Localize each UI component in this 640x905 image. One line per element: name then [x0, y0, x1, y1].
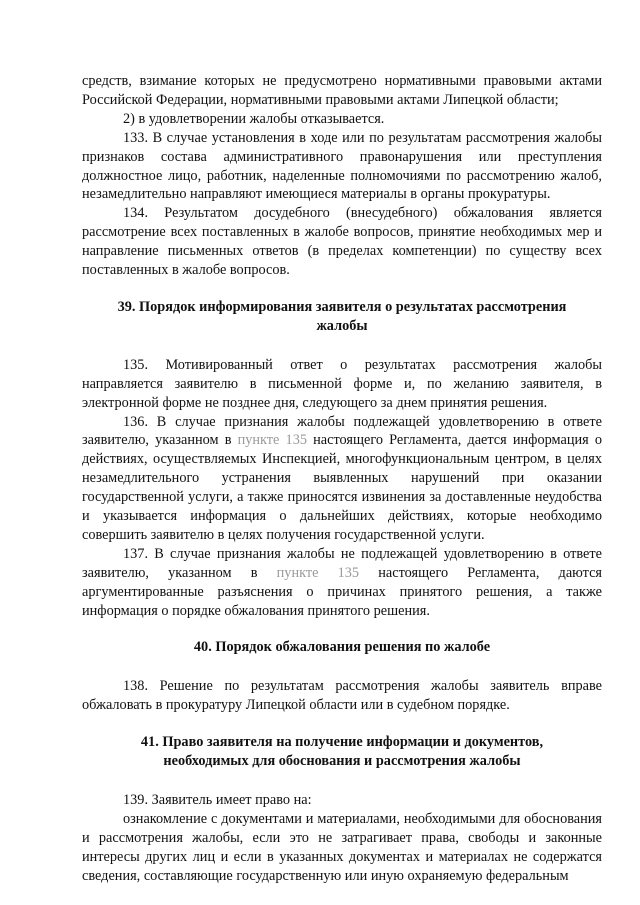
heading-41-line2: необходимых для обоснования и рассмотрения жалобы — [163, 753, 521, 770]
paragraph-136-reference: пункте 135 — [237, 432, 307, 449]
heading-41-line1: 41. Право заявителя на получение информации и документов, — [140, 734, 544, 751]
paragraph-134: 134. Результатом досудебного (внесудебного) обжалования является рассмотрение всех поставленных в жалобе вопросов, принятие необходимых мер и направление письменных ответов (в пределах компетенции) по существу всех поставленных в жалобе вопросов. — [82, 205, 602, 279]
section-39-heading — [82, 298, 602, 336]
heading-40: 40. Порядок обжалования решения по жалобе — [193, 639, 491, 656]
paragraph-137-text-b: настоящего Регламента, даются аргументированные разъяснения о причинах принятого решения, а также информация о порядке обжалования принятого решения. — [82, 564, 603, 619]
paragraph-136-text-a: 136. В случае признания жалобы подлежащей удовлетворению в ответе заявителю, указанном в — [82, 413, 602, 449]
paragraph-137-reference: пункте 135 — [276, 564, 360, 581]
paragraph-135: 135. Мотивированный ответ о результатах рассмотрения жалобы направляется заявителю в письменной форме и, по желанию заявителя, в электронной форме не позднее дня, следующего за днем принятия решения. — [82, 356, 602, 411]
paragraph-intro: средств, взимание которых не предусмотрено нормативными правовыми актами Российской Федерации, нормативными правовыми актами Липецкой области; — [82, 73, 602, 108]
paragraph-138: 138. Решение по результатам рассмотрения жалобы заявитель вправе обжаловать в прокуратуру Липецкой области или в судебном порядке. — [82, 678, 602, 714]
heading-39-line1: 39. Порядок информирования заявителя о результатах рассмотрения — [117, 298, 567, 315]
paragraph-139-list-item: ознакомление с документами и материалами, необходимыми для обоснования и рассмотрения жалобы, если это не затрагивает права, свободы и законные интересы других лиц и если в указанных документах и материалах не содержатся сведения, составляющие государственную или иную охраняемую федеральным — [82, 810, 602, 884]
paragraph-item-2: 2) в удовлетворении жалобы отказывается. — [123, 110, 385, 127]
paragraph-139: 139. Заявитель имеет право на: — [123, 792, 312, 808]
heading-39-line2: жалобы — [316, 317, 368, 334]
paragraph-136 — [82, 413, 602, 545]
paragraph-136-text-b: настоящего Регламента, дается информация о действиях, осуществляемых Инспекцией, многофункциональным центром, в целях незамедлительного устранения выявленных нарушений при оказании государственной услуги, а также приносятся извинения за доставленные неудобства и указывается информация о дальнейших действиях, которые необходимо совершить заявителю в целях получения государственной услуги. — [82, 432, 602, 543]
paragraph-137-text-a: 137. В случае признания жалобы не подлежащей удовлетворению в ответе заявителю, указанном в — [82, 545, 602, 581]
section-40-heading — [82, 638, 602, 657]
section-41-heading — [82, 733, 602, 771]
document-page — [82, 72, 602, 886]
paragraph-133: 133. В случае установления в ходе или по результатам рассмотрения жалобы признаков состава административного правонарушения или преступления должностное лицо, работник, наделенные полномочиями по рассмотрению жалоб, незамедлительно направляют имеющиеся материалы в органы прокуратуры. — [82, 129, 602, 203]
paragraph-137 — [82, 545, 602, 621]
